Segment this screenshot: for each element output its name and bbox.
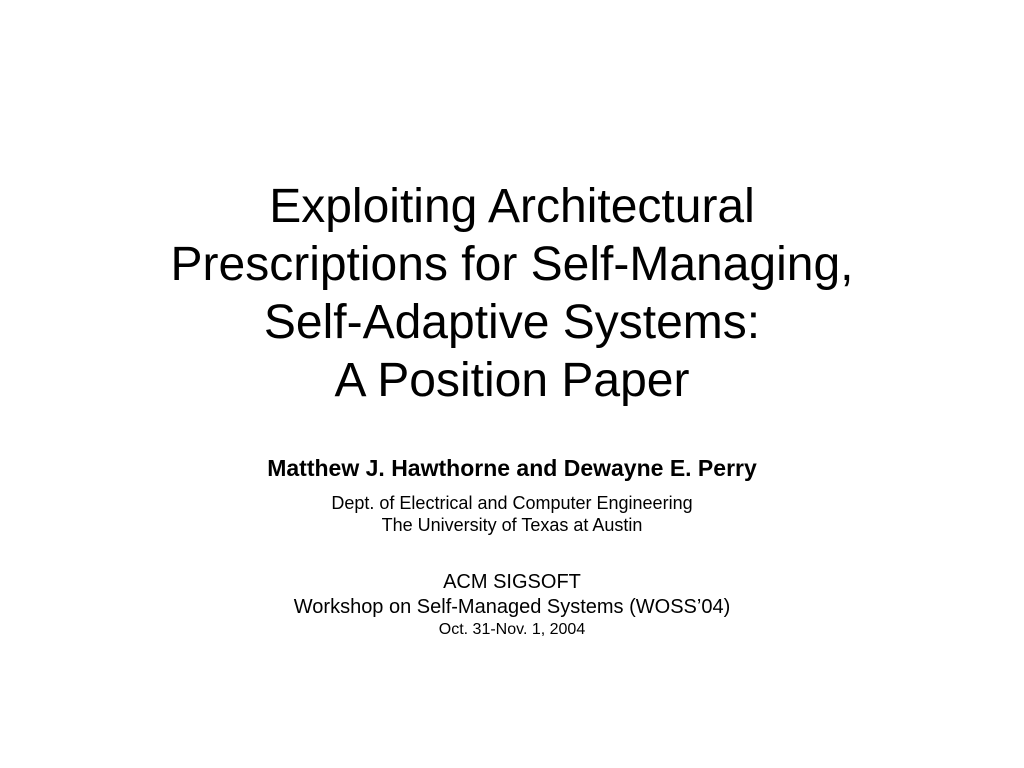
department: Dept. of Electrical and Computer Engineering <box>331 493 693 513</box>
title-line-2: Prescriptions for Self-Managing, <box>170 238 854 291</box>
title-line-1: Exploiting Architectural <box>269 180 755 233</box>
affiliation <box>0 492 1024 536</box>
authors: Matthew J. Hawthorne and Dewayne E. Perry <box>267 455 757 481</box>
title-line-3: Self-Adaptive Systems: <box>263 296 761 349</box>
venue-dates: Oct. 31-Nov. 1, 2004 <box>438 621 586 638</box>
venue-organization: ACM SIGSOFT <box>443 571 581 593</box>
venue <box>0 570 1024 640</box>
university: The University of Texas at Austin <box>381 515 643 535</box>
venue-workshop: Workshop on Self-Managed Systems (WOSS’04) <box>293 596 731 618</box>
slide-title <box>0 178 1024 410</box>
title-line-4: A Position Paper <box>334 354 690 407</box>
